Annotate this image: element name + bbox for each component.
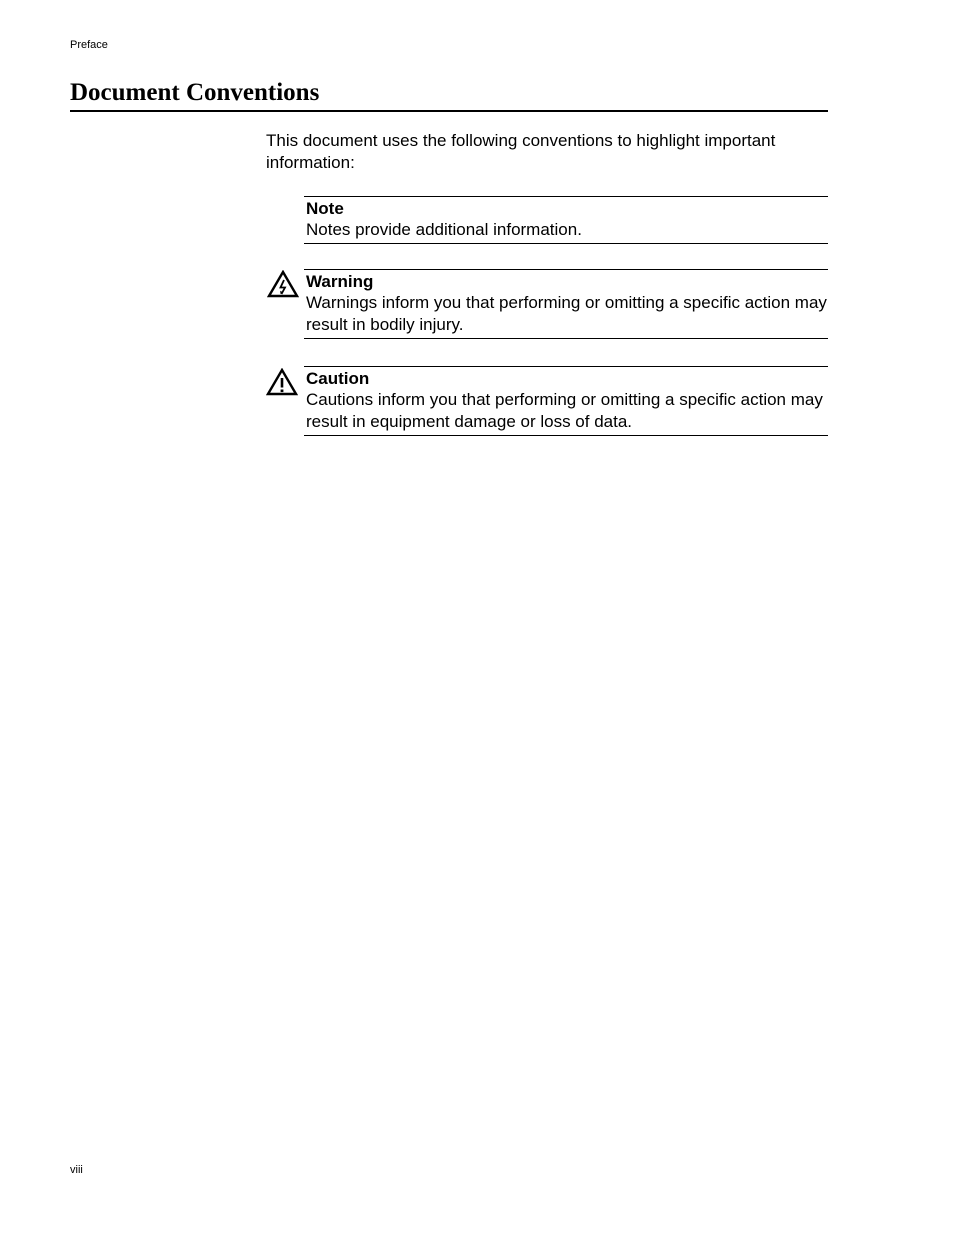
page-number: viii	[70, 1164, 83, 1176]
section-title: Document Conventions	[70, 78, 828, 112]
running-header: Preface	[70, 39, 108, 51]
note-box	[304, 196, 828, 244]
note-title: Note	[306, 199, 344, 218]
warning-body: Warnings inform you that performing or omitting a specific action may result in bodily injury.	[306, 293, 827, 334]
caution-exclamation-icon	[266, 368, 298, 396]
note-body: Notes provide additional information.	[306, 220, 582, 239]
caution-title: Caution	[306, 369, 370, 388]
intro-paragraph: This document uses the following conventions to highlight important information:	[266, 131, 776, 172]
caution-box	[304, 366, 828, 436]
warning-box	[304, 269, 828, 339]
electrical-warning-icon	[267, 270, 299, 298]
warning-title: Warning	[306, 272, 374, 291]
caution-body: Cautions inform you that performing or omitting a specific action may result in equipment damage or loss of data.	[306, 390, 823, 431]
